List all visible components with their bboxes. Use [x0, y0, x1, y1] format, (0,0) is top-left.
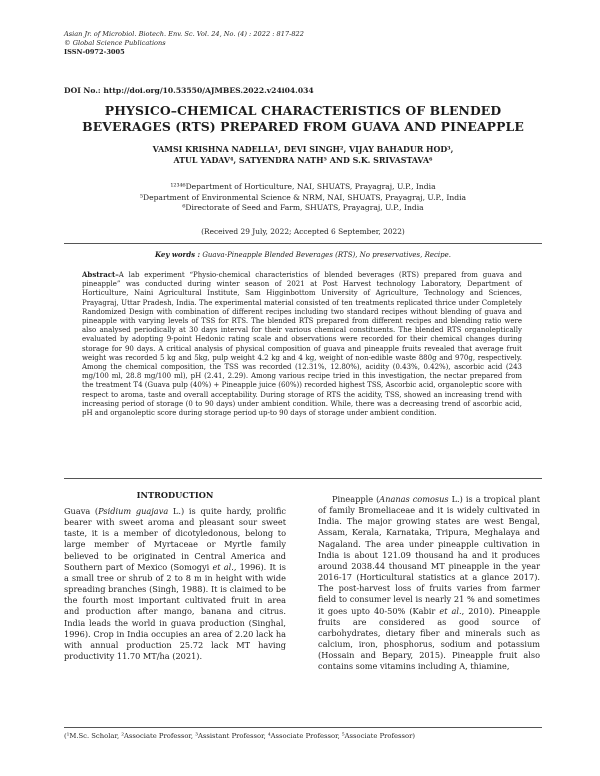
- intro-paragraph-pineapple: [318, 494, 540, 673]
- footnote-divider: [64, 727, 542, 728]
- author-list: [58, 144, 548, 166]
- species-name: Ananas comosus: [379, 494, 449, 504]
- keywords: [58, 250, 548, 259]
- received-accepted-dates: (Received 29 July, 2022; Accepted 6 September, 2022): [201, 227, 405, 236]
- text-run: Pineapple (: [332, 494, 380, 504]
- abstract: [82, 270, 522, 418]
- author-line-2: ATUL YADAV⁴, SATYENDRA NATH⁵ AND S.K. SRIVASTAVA⁶: [173, 156, 433, 165]
- divider-top: [64, 243, 542, 244]
- author-line-1: VAMSI KRISHNA NADELLA¹, DEVI SINGH², VIJAY BAHADUR HOD³,: [152, 145, 454, 154]
- affiliations: [58, 182, 548, 214]
- affiliation-1: ¹²³⁴⁶Department of Horticulture, NAI, SHUATS, Prayagraj, U.P., India: [170, 182, 436, 191]
- doi-line[interactable]: DOI No.: http://doi.org/10.53550/AJMBES.2022.v24i04.034: [64, 86, 314, 95]
- journal-copyright: © Global Science Publications: [64, 38, 166, 47]
- et-al: et al: [439, 605, 460, 616]
- text-run: ., 1996). It is a small tree or shrub of 2 to 8 m in height with wide spreading branches (Singh, 1988). It is claimed to be the fourth most important cultivated fruit in area and production after mango, banana and citrus. India leads the world in guava production (Singhal, 1996). Crop in India occupies an area of 2.20 lack ha with annual production 25.72 lack MT having productivity 11.70 MT/ha (2021).: [64, 561, 286, 662]
- divider-bottom: [64, 478, 542, 479]
- text-run: Guava (: [64, 506, 99, 516]
- intro-left-column: [64, 506, 286, 662]
- paper-title-line-1: PHYSICO–CHEMICAL CHARACTERISTICS OF BLENDED: [104, 103, 502, 118]
- section-heading-introduction: INTRODUCTION: [136, 490, 214, 500]
- species-name: Psidium guajava: [98, 506, 169, 516]
- affiliation-2: ⁵Department of Environmental Science & NRM, NAI, SHUATS, Prayagraj, U.P., India: [139, 192, 467, 202]
- text-run: L.) is a tropical plant of family Bromeliaceae and it is widely cultivated in India. The major growing states are west Bengal, Assam, Kerala, Karnataka, Tripura, Meghalaya and Nagaland. The area under pineapple cultivation in India is about 121.09 thousand ha and it produces around 2038.44 thousand MT pineapple in the year 2016-17 (Horticultural statistics at a glance 2017). The post-harvest loss of fruits varies from farmer field to consumer level is nearly 21 % and sometimes it goes upto 40-50% (Kabir: [318, 494, 540, 616]
- paper-title-line-2: BEVERAGES (RTS) PREPARED FROM GUAVA AND PINEAPPLE: [82, 118, 524, 134]
- keywords-label: Key words :: [154, 250, 201, 259]
- intro-paragraph-guava: [64, 506, 286, 662]
- intro-right-column: [318, 494, 540, 673]
- abstract-text: A lab experiment “Physio-chemical characteristics of blended beverages (RTS) prepared from guava and pineapple” was conducted during winter season of 2021 at Post Harvest technology Laboratory, Department of Horticulture, Naini Agricultural Institute, Sam Higginbottom University of Agriculture, Technology and Sciences, Prayagraj, Uttar Pradesh, India. The experimental material consisted of ten treatments replicated thrice under Completely Randomized Design with combination of different recipes including two standard recipes without blending of guava and pineapple with varying levels of TSS for RTS. The blended RTS prepared from different recipes and blending ratio were also analysed periodically at 30 days interval for their various chemical constituents. The blended RTS organoleptically evaluated by adopting 9-point Hedonic rating scale and observations were recorded for their chemical changes during storage for 90 days. A critical analysis of physical composition of guava and pineapple fruits revealed that average fruit weight was recorded 5 kg and 5kg, pulp weight 4.2 kg and 4 kg, weight of non-edible waste 880g and 970g, respectively. Among the chemical composition, the TSS was recorded (12.31%, 12.80%), acidity (0.43%, 0.42%), ascorbic acid (243 mg/100 ml, 28.8 mg/100 ml), pH (2.41, 2.29). Among various recipe tried in this investigation, the nectar prepared from the treatment T4 (Guava pulp (40%) + Pineapple juice (60%)) recorded highest TSS, Ascorbic acid, organoleptic score with respect to aroma, taste and overall acceptability. During storage of RTS the acidity, TSS, showed an increasing trend with increasing period of storage (0 to 90 days) under ambient condition. While, there was a decreasing trend of ascorbic acid, pH and organoleptic score during storage period up-to 90 days of storage under ambient condition.: [82, 271, 522, 418]
- journal-header: [64, 30, 544, 57]
- footnote: (¹M.Sc. Scholar, ²Associate Professor, ³Assistant Professor, ⁴Associate Professor, ⁵Associate Professor): [64, 732, 415, 740]
- paper-title: [58, 103, 548, 134]
- abstract-label: Abstract–: [82, 270, 119, 279]
- affiliation-3: ⁶Directorate of Seed and Farm, SHUATS, Prayagraj, U.P., India: [182, 203, 424, 212]
- et-al: et al: [212, 561, 232, 572]
- keywords-text: Guava-Pineapple Blended Beverages (RTS), No preservatives, Recipe.: [202, 251, 452, 259]
- journal-citation: Asian Jr. of Microbiol. Biotech. Env. Sc. Vol. 24, No. (4) : 2022 : 817-822: [64, 30, 304, 38]
- journal-issn: ISSN-0972-3005: [64, 47, 125, 56]
- text-run: L.) is quite hardy, prolific bearer with sweet aroma and pleasant sour sweet taste, it is a member of dicotyledonous, belong to large member of Myrtaceae or Myrtle family believed to be originated in Central America and Southern part of Mexico (Somogyi: [64, 506, 287, 572]
- text-run: ., 2010). Pineapple fruits are considered as good source of carbohydrates, dietary fiber and minerals such as calcium, iron, phosphorus, sodium and potassium (Hossain and Bepary, 2015). Pineapple fruit also contains some vitamins including A, thiamine,: [318, 605, 540, 672]
